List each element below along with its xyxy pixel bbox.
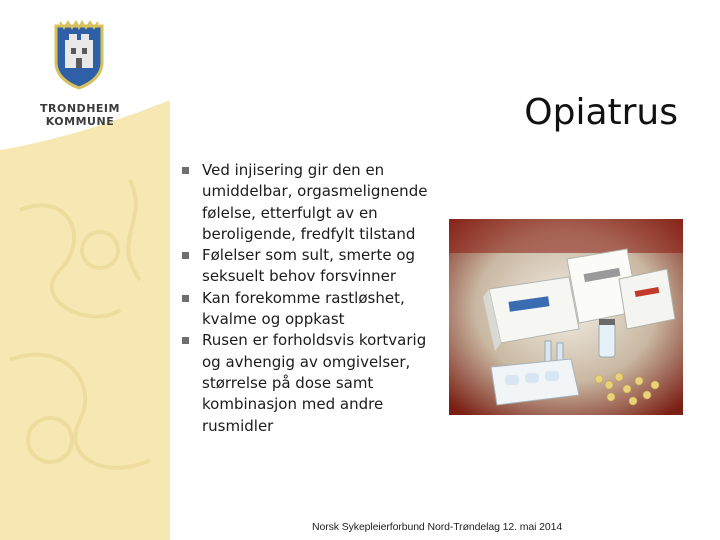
slide-title: Opiatrus	[524, 92, 678, 133]
bullet-item	[178, 160, 440, 245]
bullet-item	[178, 288, 440, 331]
square-bullet-icon	[182, 337, 189, 344]
bullet-item	[178, 245, 440, 288]
logo-text	[38, 102, 122, 128]
bullet-text: Kan forekomme rastløshet, kvalme og oppkast	[202, 288, 405, 329]
square-bullet-icon	[182, 252, 189, 259]
bullet-text: Rusen er forholdsvis kortvarig og avhengig av omgivelser, størrelse på dose samt kombinasjon med andre rusmidler	[202, 331, 427, 435]
bullet-text: Ved injisering gir den en umiddelbar, orgasmelignende følelse, etterfulgt av en beroligende, fredfylt tilstand	[202, 161, 428, 243]
bullet-list	[178, 160, 440, 437]
logo-line-1: TRONDHEIM	[40, 102, 120, 115]
bullet-text: Følelser som sult, smerte og seksuelt behov forsvinner	[202, 246, 416, 286]
footer-text: Norsk Sykepleierforbund Nord-Trøndelag 12. mai 2014	[312, 521, 563, 533]
logo-line-2: KOMMUNE	[45, 115, 115, 128]
bullet-item	[178, 330, 440, 436]
square-bullet-icon	[182, 167, 189, 174]
square-bullet-icon	[182, 295, 189, 302]
medication-photo	[449, 219, 683, 415]
coat-of-arms-icon	[50, 18, 108, 90]
